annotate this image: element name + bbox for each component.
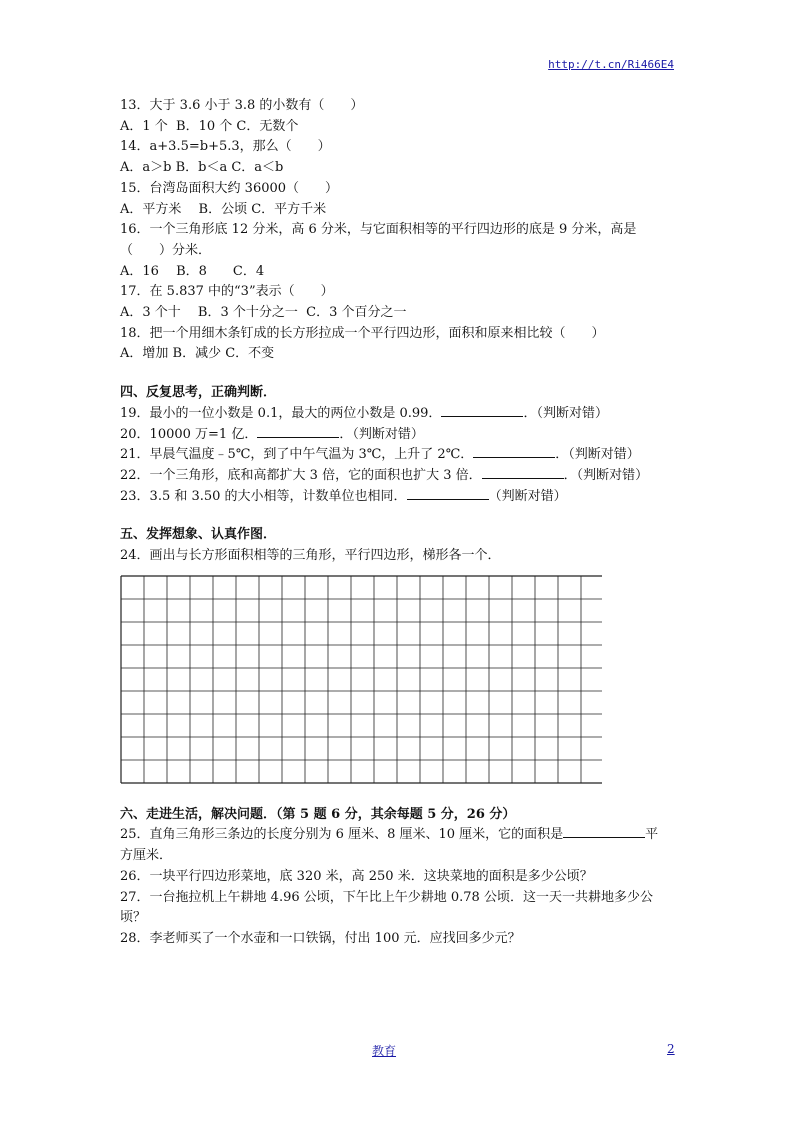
q25-answer-blank[interactable] bbox=[563, 825, 645, 838]
q20 bbox=[120, 425, 680, 446]
q14-text: 14．a+3.5=b+5.3，那么（ ） bbox=[120, 139, 331, 155]
q23-suffix: （判断对错） bbox=[488, 488, 567, 504]
q27-text-cont: 顷？ bbox=[120, 910, 147, 926]
q24-text: 24．画出与长方形面积相等的三角形，平行四边形，梯形各一个． bbox=[120, 548, 501, 564]
q14-options: A．a＞b B．b＜a C．a＜b bbox=[120, 160, 284, 176]
q21-suffix: ．（判断对错） bbox=[555, 447, 640, 463]
question-block-13-18 bbox=[120, 96, 680, 365]
section-5-title: 五、发挥想象、认真作图． bbox=[120, 527, 277, 543]
q22-text: 22．一个三角形，底和高都扩大 3 倍，它的面积也扩大 3 倍． bbox=[120, 467, 482, 483]
q21 bbox=[120, 445, 680, 466]
q22-suffix: ．（判断对错） bbox=[563, 467, 649, 483]
q15-text: 15．台湾岛面积大约 36000（ ） bbox=[120, 180, 339, 196]
q20-answer-blank[interactable] bbox=[257, 425, 339, 438]
q23-answer-blank[interactable] bbox=[407, 487, 489, 500]
q18-text: 18．把一个用细木条钉成的长方形拉成一个平行四边形，面积和原来相比较（ ） bbox=[120, 325, 605, 341]
q20-text: 20．10000 万=1 亿． bbox=[120, 426, 258, 442]
q27-text: 27．一台拖拉机上午耕地 4.96 公顷，下午比上午少耕地 0.78 公顷．这一天一共耕地多少公 bbox=[120, 889, 653, 905]
q25-text: 25．直角三角形三条边的长度分别为 6 厘米、8 厘米、10 厘米，它的面积是 bbox=[120, 827, 564, 843]
q19-text: 19．最小的一位小数是 0.1，最大的两位小数是 0.99． bbox=[120, 405, 442, 421]
q16-text-cont: （ ）分米． bbox=[120, 242, 212, 258]
q16-options: A．16 B．8 C．4 bbox=[120, 263, 265, 279]
q21-text: 21．早晨气温度﹣5℃，到了中午气温为 3℃，上升了 2℃． bbox=[120, 447, 474, 463]
section-6-title: 六、走进生活，解决问题．（第 5 题 6 分，其余每题 5 分，26 分） bbox=[120, 806, 516, 822]
q25 bbox=[120, 825, 680, 846]
q22 bbox=[120, 466, 680, 487]
drawing-grid-container bbox=[120, 575, 680, 787]
q18-options: A．增加 B．减少 C．不变 bbox=[120, 346, 275, 362]
section-4-title: 四、反复思考，正确判断． bbox=[120, 385, 277, 401]
q17-text: 17．在 5.837 中的“3”表示（ ） bbox=[120, 284, 334, 300]
q23-text: 23．3.5 和 3.50 的大小相等，计数单位也相同． bbox=[120, 488, 407, 504]
q19-suffix: ．（判断对错） bbox=[523, 405, 608, 421]
drawing-grid[interactable] bbox=[120, 575, 602, 787]
q13-text: 13．大于 3.6 小于 3.8 的小数有（ ） bbox=[120, 98, 364, 113]
header-url-link[interactable]: http://t.cn/Ri466E4 bbox=[548, 58, 674, 71]
q22-answer-blank[interactable] bbox=[482, 466, 564, 479]
q26-text: 26．一块平行四边形菜地，底 320 米，高 250 米．这块菜地的面积是多少公顷？ bbox=[120, 868, 593, 884]
q19-answer-blank[interactable] bbox=[441, 404, 523, 417]
page-number: 2 bbox=[667, 1042, 675, 1056]
q21-answer-blank[interactable] bbox=[473, 445, 555, 458]
q16-text: 16．一个三角形底 12 分米，高 6 分米，与它面积相等的平行四边形的底是 9 分米，高是 bbox=[120, 222, 637, 238]
footer-link[interactable]: 教育 bbox=[372, 1044, 397, 1058]
q13-options: A．1 个 B．10 个 C．无数个 bbox=[120, 118, 299, 134]
q20-suffix: ．（判断对错） bbox=[339, 426, 424, 442]
q28-text: 28．李老师买了一个水壶和一口铁锅，付出 100 元．应找回多少元？ bbox=[120, 930, 521, 946]
q15-options: A．平方米 B．公顷 C．平方千米 bbox=[120, 201, 327, 217]
worksheet-content bbox=[120, 96, 680, 950]
q19 bbox=[120, 404, 680, 425]
q23 bbox=[120, 487, 680, 508]
q25-text-cont: 方厘米． bbox=[120, 848, 173, 864]
q25-suffix: 平 bbox=[645, 827, 659, 843]
q17-options: A．3 个十 B．3 个十分之一 C．3 个百分之一 bbox=[120, 305, 407, 321]
